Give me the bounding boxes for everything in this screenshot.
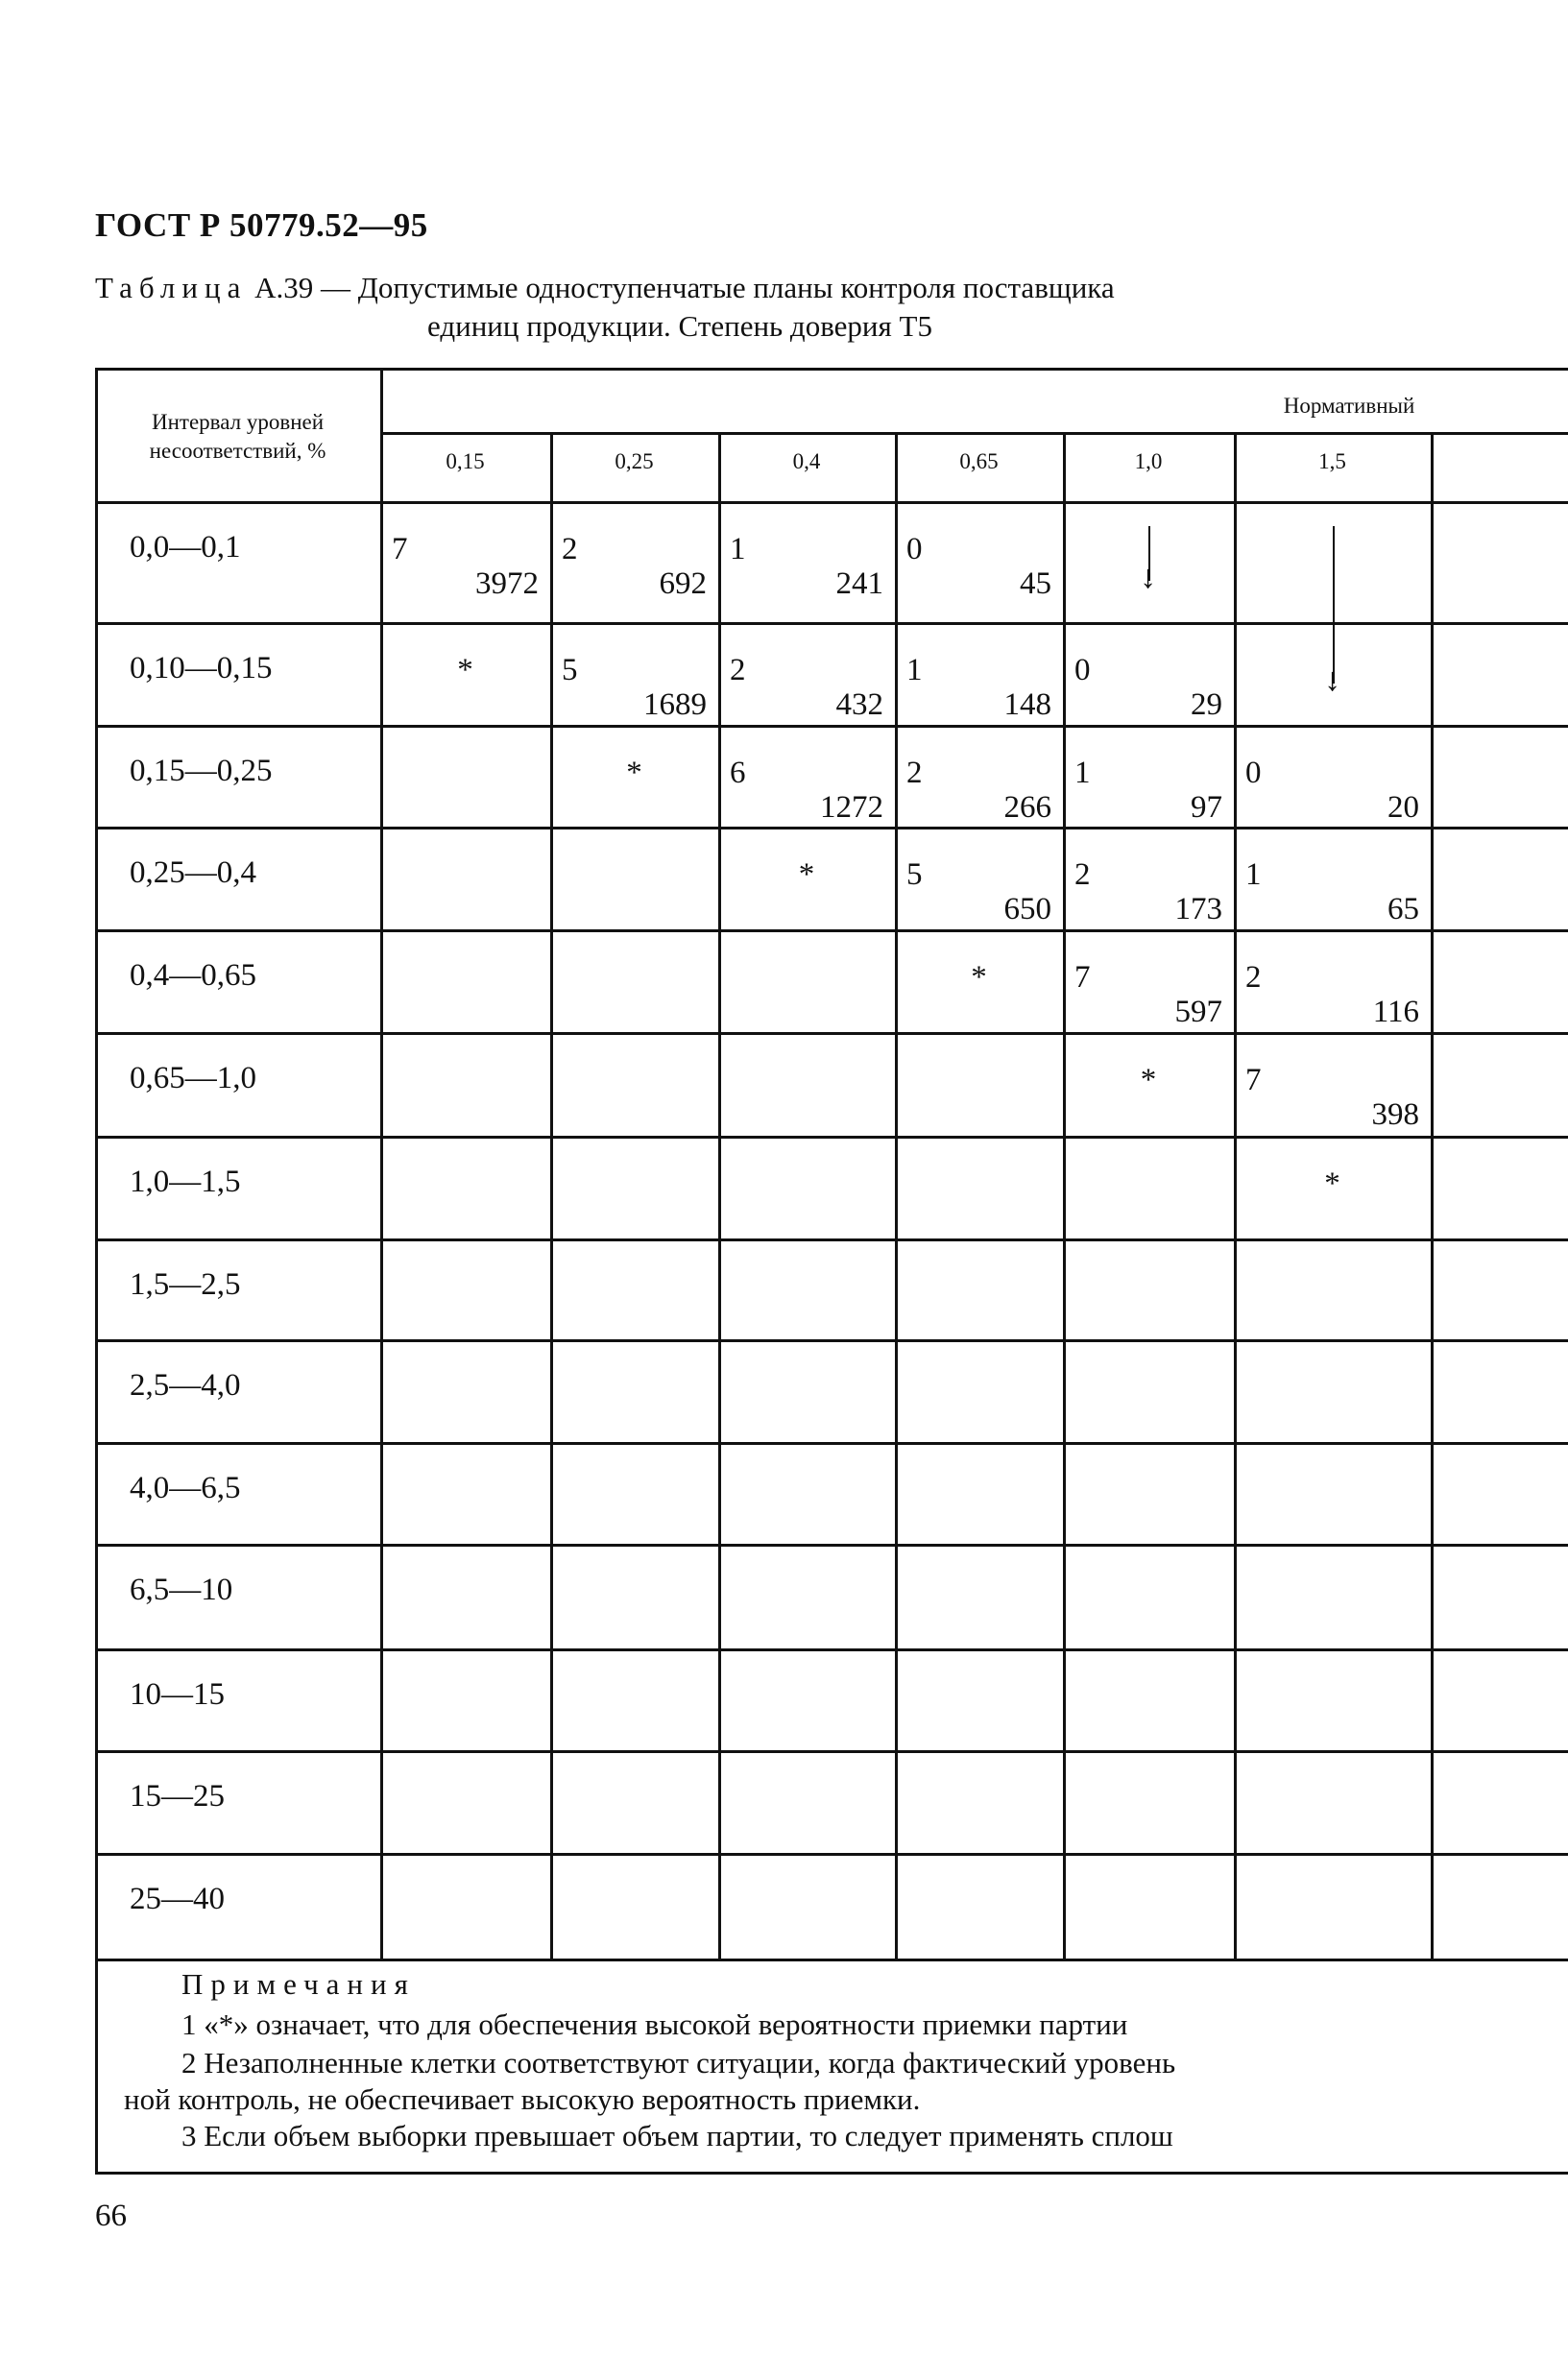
row-label: 0,25—0,4 [130, 855, 256, 890]
document-code: ГОСТ Р 50779.52—95 [95, 206, 428, 244]
table-cell [550, 1269, 718, 1346]
table-cell [550, 1884, 718, 1960]
sample-size: 3972 [475, 566, 539, 601]
table-cell [718, 1575, 895, 1651]
table-cell [550, 1166, 718, 1243]
table-cell [895, 1781, 1063, 1858]
row-label: 6,5—10 [130, 1573, 233, 1607]
table-cell [1063, 653, 1234, 730]
table-cell [895, 1884, 1063, 1960]
acceptance-number: 1 [730, 532, 746, 566]
sample-size: 692 [659, 566, 707, 601]
table-cell [1234, 756, 1431, 832]
table-cell [895, 1269, 1063, 1346]
table-cell [1234, 1063, 1431, 1140]
down-arrow-icon [1333, 526, 1335, 684]
sample-size: 116 [1372, 995, 1419, 1029]
table-rule [95, 368, 1568, 371]
table-cell [1063, 1473, 1234, 1550]
asterisk-mark: * [1324, 1166, 1340, 1201]
table-rule [1431, 432, 1434, 1959]
table-cell [895, 1473, 1063, 1550]
acceptance-number: 7 [1074, 960, 1091, 995]
acceptance-number: 7 [392, 532, 408, 566]
row-label: 0,4—0,65 [130, 958, 256, 993]
table-cell [1063, 857, 1234, 934]
table-cell [550, 756, 718, 832]
sample-size: 650 [1003, 892, 1051, 926]
table-cell [550, 1370, 718, 1447]
table-cell [1234, 1781, 1431, 1858]
table-rule [380, 432, 1568, 435]
note-1: 1 «*» означает, что для обеспечения высокой вероятности приемки партии [181, 2007, 1128, 2041]
table-cell [380, 1370, 550, 1447]
asterisk-mark: * [626, 756, 642, 790]
column-header: 0,25 [615, 449, 654, 473]
notes-title: Примечания [181, 1967, 416, 2001]
row-label: 0,65—1,0 [130, 1061, 256, 1095]
row-label: 0,0—0,1 [130, 530, 241, 565]
table-cell [550, 653, 718, 730]
table-cell [550, 1679, 718, 1756]
table-cell [380, 1063, 550, 1140]
table-cell [718, 653, 895, 730]
table-cell [718, 1884, 895, 1960]
sample-size: 266 [1003, 790, 1051, 825]
asterisk-mark: * [798, 857, 815, 892]
table-cell [1063, 1575, 1234, 1651]
acceptance-number: 7 [1245, 1063, 1262, 1097]
asterisk-mark: * [457, 653, 473, 687]
sample-size: 148 [1003, 687, 1051, 722]
table-cell [1234, 1884, 1431, 1960]
acceptance-number: 1 [906, 653, 923, 687]
acceptance-number: 0 [1245, 756, 1262, 790]
arrowhead-icon: ↓ [1140, 560, 1156, 595]
acceptance-number: 0 [906, 532, 923, 566]
sample-size: 20 [1387, 790, 1419, 825]
table-cell [380, 1679, 550, 1756]
row-header-label: Интервал уровней несоответствий, % [149, 410, 326, 463]
table-cell [718, 1473, 895, 1550]
table-cell [1234, 1166, 1431, 1243]
column-header: 0,65 [959, 449, 999, 473]
note-3: 3 Если объем выборки превышает объем партии, то следует применять сплош [181, 2119, 1173, 2152]
table-cell [1063, 1269, 1234, 1346]
table-cell [895, 1679, 1063, 1756]
row-label: 0,15—0,25 [130, 754, 273, 788]
acceptance-number: 0 [1074, 653, 1091, 687]
table-cell [1234, 960, 1431, 1037]
acceptance-number: 2 [1245, 960, 1262, 995]
acceptance-number: 2 [730, 653, 746, 687]
table-cell [1063, 756, 1234, 832]
row-label: 4,0—6,5 [130, 1471, 241, 1505]
acceptance-number: 6 [730, 756, 746, 790]
row-label: 1,5—2,5 [130, 1267, 241, 1302]
table-cell [895, 1370, 1063, 1447]
group-header-label: Нормативный [1283, 394, 1415, 418]
table-cell [550, 960, 718, 1037]
arrowhead-icon: ↓ [1324, 662, 1340, 698]
sample-size: 1689 [643, 687, 707, 722]
table-cell [1063, 1679, 1234, 1756]
table-cell [1234, 1370, 1431, 1447]
table-cell [1063, 1166, 1234, 1243]
table-cell [718, 1269, 895, 1346]
page-number: 66 [95, 2199, 127, 2233]
table-cell [895, 756, 1063, 832]
table-cell [380, 960, 550, 1037]
table-cell [718, 1166, 895, 1243]
table-cell [1234, 1473, 1431, 1550]
table-cell [380, 1473, 550, 1550]
column-header: 1,0 [1134, 449, 1163, 473]
table-cell [380, 532, 550, 609]
asterisk-mark: * [971, 960, 987, 995]
acceptance-number: 2 [906, 756, 923, 790]
acceptance-number: 1 [1245, 857, 1262, 892]
table-cell [718, 1679, 895, 1756]
sample-size: 65 [1387, 892, 1419, 926]
table-cell [1234, 1679, 1431, 1756]
table-cell [895, 1575, 1063, 1651]
sample-size: 597 [1174, 995, 1222, 1029]
sample-size: 241 [835, 566, 883, 601]
note-2-continuation: ной контроль, не обеспечивает высокую вероятность приемки. [124, 2082, 921, 2116]
table-cell [1063, 1781, 1234, 1858]
table-rule [95, 622, 1568, 625]
column-header: 0,15 [446, 449, 485, 473]
table-cell [895, 653, 1063, 730]
table-cell [1234, 1575, 1431, 1651]
table-cell [550, 857, 718, 934]
sample-size: 45 [1020, 566, 1051, 601]
table-cell [550, 1575, 718, 1651]
caption-text: А.39 — Допустимые одноступенчатые планы контроля поставщика [247, 271, 1115, 304]
row-label: 25—40 [130, 1882, 225, 1916]
sample-size: 173 [1174, 892, 1222, 926]
caption-line-1 [95, 271, 1115, 304]
sample-size: 398 [1371, 1097, 1419, 1132]
table-cell [718, 1781, 895, 1858]
sample-size: 97 [1191, 790, 1222, 825]
table-cell [380, 1166, 550, 1243]
table-rule [95, 501, 1568, 504]
column-header: 0,4 [792, 449, 821, 473]
table-cell [718, 960, 895, 1037]
table-cell [718, 756, 895, 832]
table-cell [1063, 1884, 1234, 1960]
table-cell [380, 1781, 550, 1858]
table-rule [95, 2172, 1568, 2175]
row-label: 1,0—1,5 [130, 1165, 241, 1199]
table-cell [895, 857, 1063, 934]
table-cell [380, 857, 550, 934]
table-cell [380, 756, 550, 832]
row-label: 15—25 [130, 1779, 225, 1814]
table-cell [718, 857, 895, 934]
table-cell [1234, 857, 1431, 934]
asterisk-mark: * [1140, 1063, 1157, 1097]
caption-line-2: единиц продукции. Степень доверия Т5 [427, 309, 932, 343]
acceptance-number: 1 [1074, 756, 1091, 790]
sample-size: 432 [835, 687, 883, 722]
column-header: 1,5 [1318, 449, 1346, 473]
table-cell [380, 1884, 550, 1960]
acceptance-number: 2 [562, 532, 578, 566]
table-cell [550, 532, 718, 609]
row-label: 10—15 [130, 1677, 225, 1712]
sample-size: 1272 [820, 790, 883, 825]
table-cell [1063, 1370, 1234, 1447]
acceptance-number: 5 [906, 857, 923, 892]
caption-lead: Таблица [95, 271, 248, 304]
table-caption [95, 269, 1535, 343]
table-cell [550, 1781, 718, 1858]
table-rule [95, 368, 98, 2172]
acceptance-number: 2 [1074, 857, 1091, 892]
table-cell [1063, 1063, 1234, 1140]
table-cell [550, 1063, 718, 1140]
table-cell [550, 1473, 718, 1550]
table-cell [895, 532, 1063, 609]
note-2: 2 Незаполненные клетки соответствуют ситуации, когда фактический уровень [181, 2046, 1176, 2079]
table-cell [1234, 1269, 1431, 1346]
table-cell [895, 1063, 1063, 1140]
table-cell [1063, 960, 1234, 1037]
table-cell [895, 960, 1063, 1037]
table-cell [380, 1575, 550, 1651]
table-cell [718, 532, 895, 609]
row-label: 0,10—0,15 [130, 651, 273, 685]
table-cell [380, 1269, 550, 1346]
table-cell [380, 653, 550, 730]
table-cell [718, 1370, 895, 1447]
table-cell [718, 1063, 895, 1140]
row-label: 2,5—4,0 [130, 1368, 241, 1403]
table-cell [895, 1166, 1063, 1243]
sample-size: 29 [1191, 687, 1222, 722]
acceptance-number: 5 [562, 653, 578, 687]
